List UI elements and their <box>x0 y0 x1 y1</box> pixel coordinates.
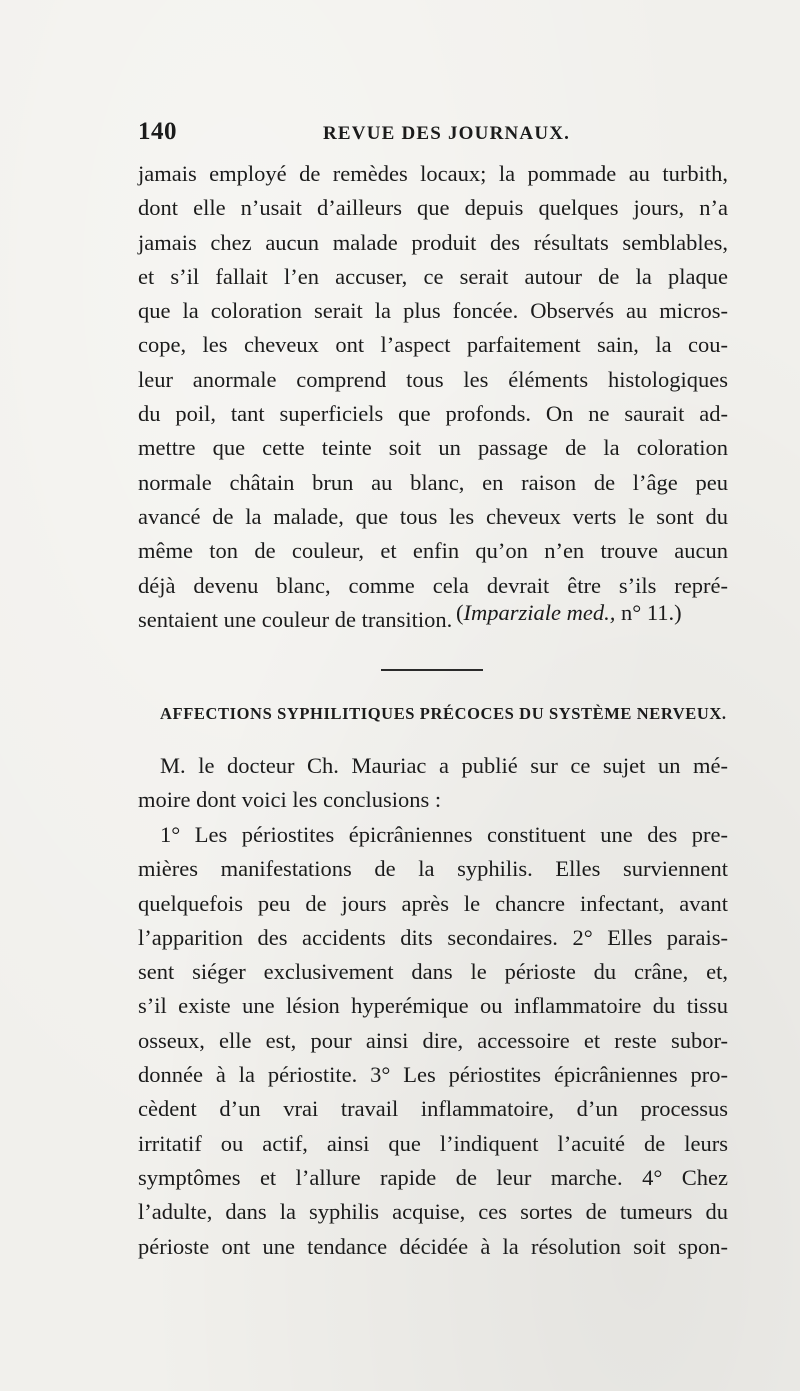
text-line: et s’il fallait l’en accuser, ce serait autour de la plaque <box>138 263 728 289</box>
page-number: 140 <box>138 118 177 145</box>
text-line: leur anormale comprend tous les éléments histologiques <box>138 366 728 392</box>
text-line: même ton de couleur, et enfin qu’on n’en trouve aucun <box>138 538 728 564</box>
text-line: M. le docteur Ch. Mauriac a publié sur ce sujet un mé- <box>160 753 728 778</box>
text-line: moire dont voici les conclusions : <box>138 787 442 813</box>
paragraph-conclusions <box>138 818 728 1264</box>
text-line: irritatif ou actif, ainsi que l’indiquent l’acuité de leurs <box>138 1130 728 1156</box>
text-line: périoste ont une tendance décidée à la résolution soit spon- <box>138 1233 728 1259</box>
paragraph-intro <box>138 749 728 818</box>
running-head: REVUE DES JOURNAUX. <box>323 123 571 144</box>
citation <box>456 600 682 626</box>
citation-open: ( <box>456 600 464 625</box>
section-divider <box>381 669 483 671</box>
text-line: 1° Les périostites épicrâniennes constituent une des pre- <box>160 822 728 847</box>
text-line: quelquefois peu de jours après le chancre infectant, avant <box>138 890 728 916</box>
text-line: dont elle n’usait d’ailleurs que depuis quelques jours, n’a <box>138 195 728 221</box>
text-line: mettre que cette teinte soit un passage de la coloration <box>138 435 728 461</box>
text-line: jamais chez aucun malade produit des résultats semblables, <box>138 229 728 255</box>
text-line: l’adulte, dans la syphilis acquise, ces sortes de tumeurs du <box>138 1199 728 1225</box>
text-line: déjà devenu blanc, comme cela devrait être s’ils repré- <box>138 572 728 598</box>
citation-number: n° 11.) <box>615 600 682 625</box>
text-line: avancé de la malade, que tous les cheveux verts le sont du <box>138 503 728 529</box>
text-line: symptômes et l’allure rapide de leur marche. 4° Chez <box>138 1164 728 1190</box>
text-line: osseux, elle est, pour ainsi dire, accessoire et reste subor- <box>138 1027 728 1053</box>
text-line: mières manifestations de la syphilis. Elles surviennent <box>138 856 728 882</box>
text-line: cope, les cheveux ont l’aspect parfaitement sain, la cou- <box>138 332 728 358</box>
section-title: AFFECTIONS SYPHILITIQUES PRÉCOCES DU SYSTÈME NERVEUX. <box>160 704 727 723</box>
text-line: sent siéger exclusivement dans le périoste du crâne, et, <box>138 959 728 985</box>
text-line: l’apparition des accidents dits secondaires. 2° Elles parais- <box>138 924 728 950</box>
text-line: cèdent d’un vrai travail inflammatoire, d’un processus <box>138 1096 728 1122</box>
text-line: que la coloration serait la plus foncée. Observés au micros- <box>138 298 728 324</box>
text-line: donnée à la périostite. 3° Les périostites épicrâniennes pro- <box>138 1062 728 1088</box>
text-line: du poil, tant superficiels que profonds. On ne saurait ad- <box>138 401 728 427</box>
text-line: sentaient une couleur de transition. <box>138 606 453 632</box>
text-line: s’il existe une lésion hyperémique ou inflammatoire du tissu <box>138 993 728 1019</box>
text-line: jamais employé de remèdes locaux; la pommade au turbith, <box>138 161 728 186</box>
paragraph-continuation <box>138 157 728 637</box>
text-line: normale châtain brun au blanc, en raison de l’âge peu <box>138 469 728 495</box>
citation-source: Imparziale med., <box>463 600 616 625</box>
page-header <box>138 118 728 154</box>
